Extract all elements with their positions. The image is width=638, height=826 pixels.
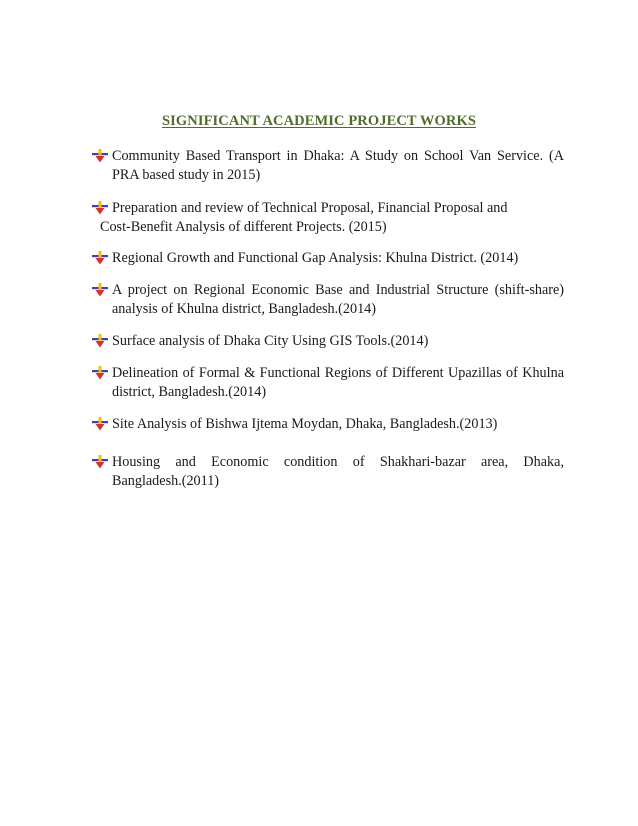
arrow-down-bullet-icon xyxy=(92,366,108,380)
project-line-1: Surface analysis of Dhaka City Using GIS Tools.(2014) xyxy=(112,333,429,349)
project-line-2: PRA based study in 2015) xyxy=(112,167,261,183)
project-line-2: Cost-Benefit Analysis of different Projects. (2015) xyxy=(100,219,387,235)
arrow-down-bullet-icon xyxy=(92,251,108,265)
project-item xyxy=(92,332,564,351)
section-heading: SIGNIFICANT ACADEMIC PROJECT WORKS xyxy=(162,113,476,129)
project-item xyxy=(92,147,564,185)
project-line-1: Regional Growth and Functional Gap Analysis: Khulna District. (2014) xyxy=(112,250,519,266)
project-line-2: Bangladesh.(2011) xyxy=(112,473,220,489)
project-item xyxy=(92,199,564,237)
arrow-down-bullet-icon xyxy=(92,149,108,163)
project-item xyxy=(92,453,564,491)
project-line-1: Housing and Economic condition of Shakhari-bazar area, Dhaka, xyxy=(112,454,564,470)
arrow-down-bullet-icon xyxy=(92,201,108,215)
arrow-down-bullet-icon xyxy=(92,455,108,469)
project-line-1: Site Analysis of Bishwa Ijtema Moydan, Dhaka, Bangladesh.(2013) xyxy=(112,416,498,432)
project-item xyxy=(92,249,564,268)
arrow-down-bullet-icon xyxy=(92,283,108,297)
project-line-1: Community Based Transport in Dhaka: A Study on School Van Service. (A xyxy=(112,148,564,164)
project-item xyxy=(92,364,564,402)
project-line-2: analysis of Khulna district, Bangladesh.(2014) xyxy=(112,301,376,317)
project-line-1: Delineation of Formal & Functional Regions of Different Upazillas of Khulna xyxy=(112,365,564,381)
project-item xyxy=(92,281,564,319)
project-line-1: Preparation and review of Technical Proposal, Financial Proposal and xyxy=(112,200,508,216)
arrow-down-bullet-icon xyxy=(92,417,108,431)
project-line-2: district, Bangladesh.(2014) xyxy=(112,384,267,400)
project-line-1: A project on Regional Economic Base and Industrial Structure (shift-share) xyxy=(112,282,564,298)
arrow-down-bullet-icon xyxy=(92,334,108,348)
project-item xyxy=(92,415,564,434)
